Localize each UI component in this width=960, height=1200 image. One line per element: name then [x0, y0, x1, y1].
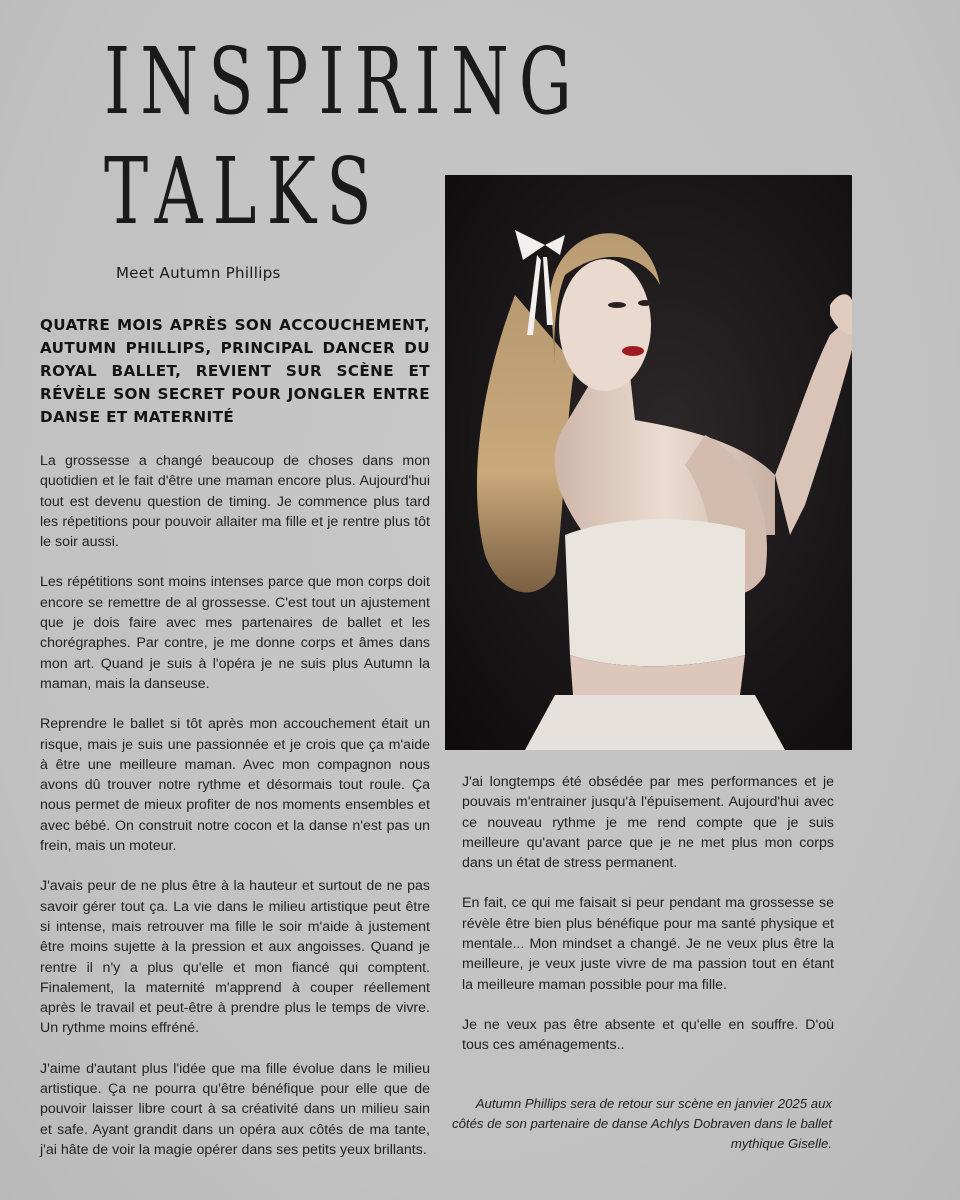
page-title-line-2: TALKS: [104, 138, 382, 245]
article-paragraph: J'avais peur de ne plus être à la hauteur et surtout de ne pas savoir gérer tout ça. La vie dans le milieu artistique peut être si intense, mais retrouver ma fille le soir m'aide à justement être moins sujette à la pression et aux angoisses. Quand je rentre il n'y a plus qu'elle et mon fiancé qui comptent. Finalement, la maternité m'apprend à couper réellement après le travail et peut-être à prendre plus le temps de vivre. Un rythme moins effréné.: [40, 878, 430, 1037]
page-title-line-1: INSPIRING: [104, 28, 582, 135]
skirt: [525, 695, 785, 750]
article-paragraph: Les répétitions sont moins intenses parce que mon corps doit encore se remettre de al grossesse. C'est tout un ajustement que je dois faire avec mes partenaires de ballet et les chorégraphes. Par contre, je me donne corps et âmes dans mon art. Quand je suis à l'opéra je ne suis plus Autumn la maman, mais la danseuse.: [40, 574, 430, 692]
left-article-column: [40, 451, 430, 1180]
page-subtitle: Meet Autumn Phillips: [116, 264, 281, 282]
portrait-photo: [445, 175, 852, 750]
corset-top: [565, 519, 745, 666]
lead-paragraph: QUATRE MOIS APRÈS SON ACCOUCHEMENT, AUTUMN PHILLIPS, PRINCIPAL DANCER DU ROYAL BALLET, REVIENT SUR SCÈNE ET RÉVÈLE SON SECRET POUR JONGLER ENTRE DANSE ET MATERNITÉ: [40, 316, 430, 426]
right-article-column: [462, 772, 834, 1076]
eye: [608, 302, 626, 308]
portrait-photo-icon: [445, 175, 852, 750]
lips: [622, 346, 644, 356]
article-paragraph: Reprendre le ballet si tôt après mon accouchement était un risque, mais je suis une passionnée et je crois que ça m'aide à être une meilleure maman. Avec mon compagnon nous avons dû trouver notre rythme et désormais tout roule. Ça nous permet de mieux profiter de nos moments ensembles et avec bébé. On construit notre cocon et la danse n'est pas un frein, mais un moteur.: [40, 716, 430, 855]
face: [559, 259, 651, 391]
closing-caption: Autumn Phillips sera de retour sur scène en janvier 2025 aux côtés de son partenaire de danse Achlys Dobraven dans le ballet mythique Giselle.: [452, 1096, 832, 1151]
article-paragraph: La grossesse a changé beaucoup de choses dans mon quotidien et le fait d'être une maman encore plus. Aujourd'hui tout est devenu question de timing. Je commence plus tard les répetitions pour pouvoir allaiter ma fille et je rentre plus tôt le soir aussi.: [40, 453, 430, 551]
article-paragraph: J'aime d'autant plus l'idée que ma fille évolue dans le milieu artistique. Ça ne pourra qu'être bénéfique pour elle que de pouvoir laisser libre court à sa créativité dans un milieu sain et safe. Ayant grandit dans un opéra aux côtés de ma tante, j'ai hâte de voir la magie opérer dans ses petits yeux brillants.: [40, 1060, 430, 1158]
eye: [638, 300, 652, 306]
article-paragraph: J'ai longtemps été obsédée par mes performances et je pouvais m'entrainer jusqu'à l'épuisement. Aujourd'hui avec ce nouveau rythme je me rend compte que je suis meilleure qu'avant parce que je ne met plus mon corps dans un état de stress permanent.: [462, 774, 834, 872]
article-paragraph: En fait, ce qui me faisait si peur pendant ma grossesse se révèle être bien plus bénéfique pour ma santé physique et mentale... Mon mindset a changé. Je ne veux plus être la meilleure, je veux juste vivre de ma passion tout en étant la meilleure maman possible pour ma fille.: [462, 895, 834, 993]
article-paragraph: Je ne veux pas être absente et qu'elle en souffre. D'où tous ces aménagements..: [462, 1016, 834, 1054]
